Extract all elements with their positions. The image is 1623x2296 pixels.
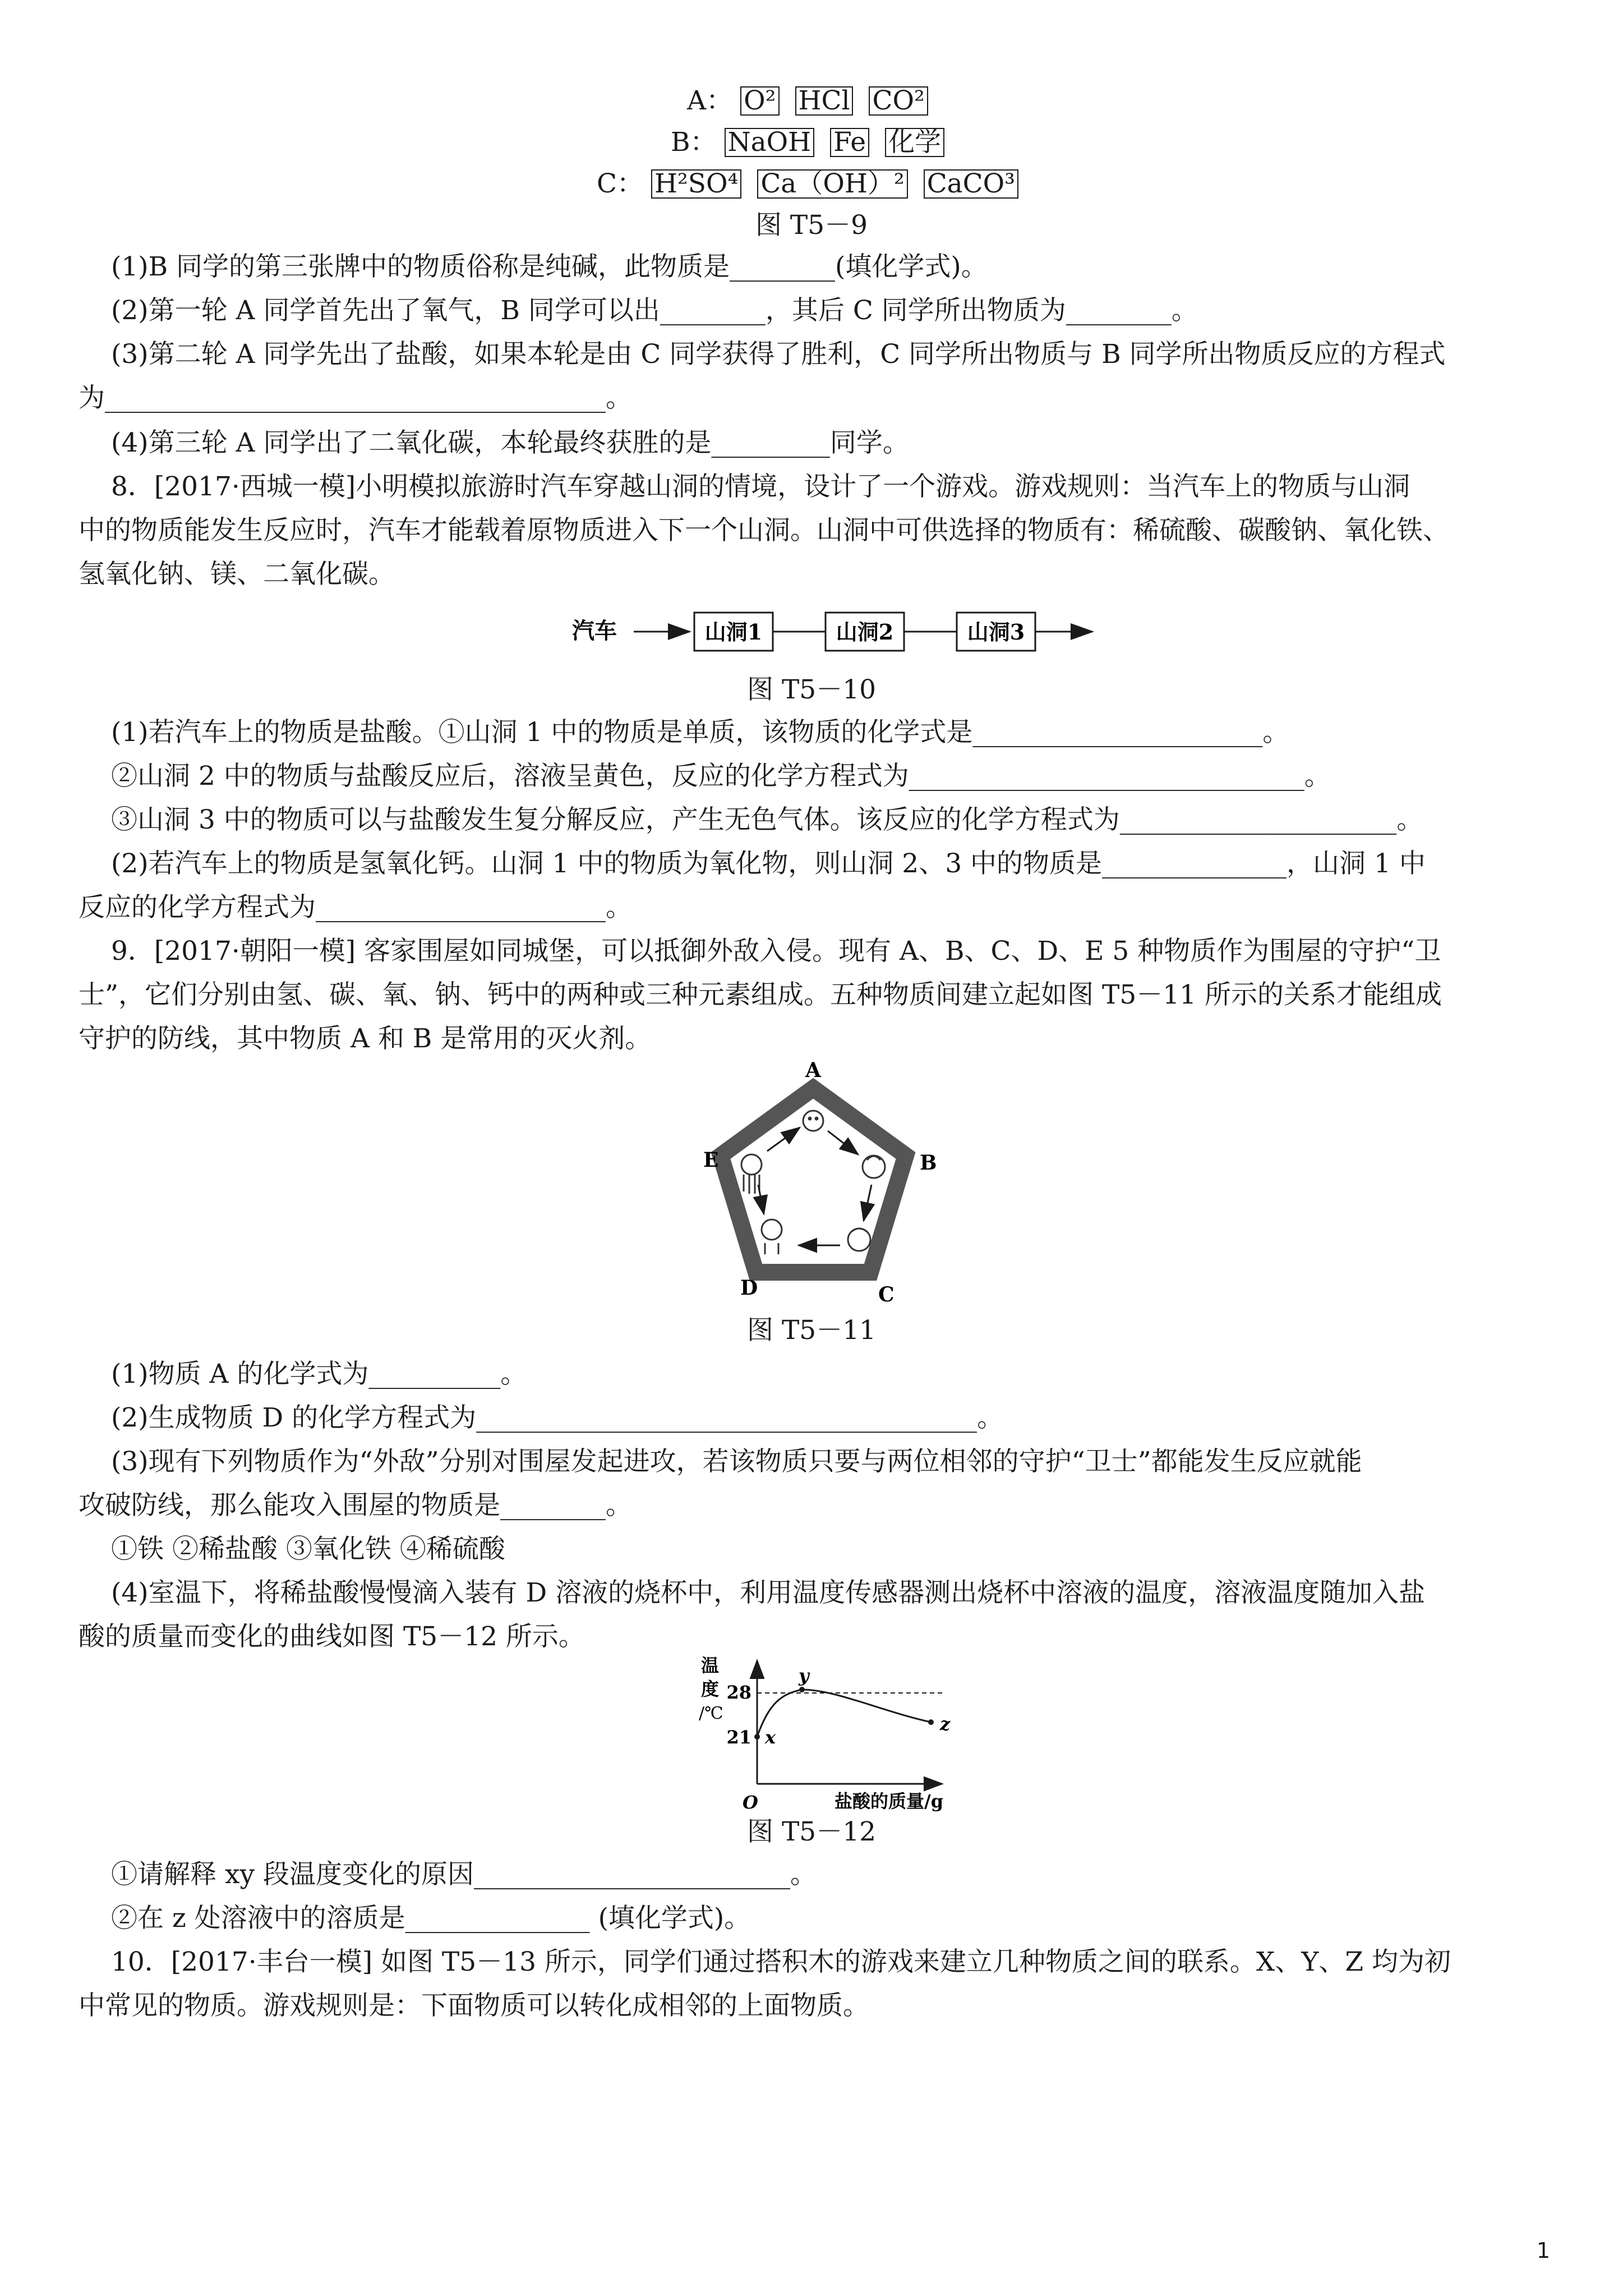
- question-text: (4)第三轮 A 同学出了二氧化碳，本轮最终获胜的是_________同学。: [111, 427, 909, 458]
- question-text: (2)生成物质 D 的化学方程式为______________________________________。: [111, 1402, 1004, 1433]
- cave-label: 山洞2: [836, 619, 894, 645]
- question-text: 反应的化学方程式为______________________。: [79, 892, 632, 923]
- question-text: ①请解释 xy 段温度变化的原因________________________。: [111, 1859, 817, 1890]
- vertex-label: D: [740, 1276, 758, 1300]
- cave-diagram: [572, 600, 1110, 662]
- vertex-label: E: [703, 1148, 719, 1172]
- question-text: ②在 z 处溶液中的溶质是______________ (填化学式)。: [111, 1903, 751, 1934]
- question-text: 氢氧化钠、镁、二氧化碳。: [79, 559, 395, 590]
- card: Ca（OH）²: [757, 169, 907, 199]
- card: O²: [740, 86, 779, 116]
- question-text: 攻破防线，那么能攻入围屋的物质是________。: [79, 1490, 632, 1521]
- page-number: 1: [1536, 2238, 1550, 2263]
- question-text: 8．[2017·西城一模]小明模拟旅游时汽车穿越山洞的情境，设计了一个游戏。游戏规则：当汽车上的物质与山洞: [111, 471, 1410, 502]
- cave-label: 山洞3: [967, 619, 1025, 645]
- vertex-label: C: [878, 1283, 895, 1306]
- card: H²SO⁴: [651, 169, 741, 199]
- card: 化学: [885, 128, 944, 157]
- card-row-a: [0, 84, 1623, 118]
- card: HCl: [795, 86, 854, 116]
- cave-label: 山洞1: [704, 619, 763, 645]
- car-label: 汽车: [572, 618, 617, 644]
- question-text: 酸的质量而变化的曲线如图 T5－12 所示。: [79, 1621, 585, 1652]
- question-text: 为______________________________________。: [79, 383, 632, 413]
- y-axis-unit: /℃: [699, 1704, 723, 1723]
- question-text: 守护的防线，其中物质 A 和 B 是常用的灭火剂。: [79, 1023, 652, 1054]
- vertex-label: A: [805, 1059, 821, 1082]
- vertex-label: B: [920, 1151, 937, 1175]
- question-text: (1)B 同学的第三张牌中的物质俗称是纯碱，此物质是________(填化学式)。: [111, 251, 988, 282]
- origin-label: O: [743, 1792, 758, 1813]
- answer-options: ①铁 ②稀盐酸 ③氧化铁 ④稀硫酸: [111, 1534, 505, 1565]
- question-text: (4)室温下，将稀盐酸慢慢滴入装有 D 溶液的烧杯中，利用温度传感器测出烧杯中溶液的温度，溶液温度随加入盐: [111, 1577, 1426, 1608]
- y-axis-label: 温: [701, 1655, 720, 1676]
- question-text: 中的物质能发生反应时，汽车才能载着原物质进入下一个山洞。山洞中可供选择的物质有：稀硫酸、碳酸钠、氧化铁、: [79, 515, 1449, 546]
- question-text: (1)若汽车上的物质是盐酸。①山洞 1 中的物质是单质，该物质的化学式是______________________。: [111, 717, 1289, 748]
- temperature-graph: [695, 1649, 1009, 1812]
- pentagon-diagram: [695, 1055, 937, 1313]
- x-axis-label: 盐酸的质量/g: [834, 1791, 944, 1812]
- question-text: 士”，它们分别由氢、碳、氧、钠、钙中的两种或三种元素组成。五种物质间建立起如图 T5－11 所示的关系才能组成: [79, 979, 1442, 1010]
- card-row-c: [0, 167, 1623, 201]
- point-label: x: [765, 1727, 776, 1748]
- card-row-b-label: B：: [670, 127, 717, 158]
- point-label: z: [940, 1713, 951, 1734]
- question-text: (2)若汽车上的物质是氢氧化钙。山洞 1 中的物质为氧化物，则山洞 2、3 中的物质是______________，山洞 1 中: [111, 848, 1426, 879]
- card-row-c-label: C：: [596, 168, 643, 199]
- card: NaOH: [725, 128, 815, 157]
- card: Fe: [830, 128, 869, 157]
- tick-label: 28: [726, 1682, 751, 1703]
- question-text: ②山洞 2 中的物质与盐酸反应后，溶液呈黄色，反应的化学方程式为______________________________。: [111, 761, 1331, 792]
- figure-caption: 图 T5－10: [747, 674, 876, 705]
- question-text: 中常见的物质。游戏规则是：下面物质可以转化成相邻的上面物质。: [79, 1990, 869, 2021]
- card: CO²: [869, 86, 928, 116]
- figure-caption: 图 T5－9: [755, 210, 868, 241]
- figure-caption: 图 T5－11: [747, 1315, 876, 1346]
- tick-label: 21: [726, 1727, 751, 1748]
- point-label: y: [799, 1665, 809, 1686]
- card-row-b: [0, 126, 1623, 159]
- card-row-a-label: A：: [687, 85, 733, 116]
- question-text: (2)第一轮 A 同学首先出了氧气，B 同学可以出________，其后 C 同学所出物质为________。: [111, 295, 1198, 326]
- question-text: 9．[2017·朝阳一模] 客家围屋如同城堡，可以抵御外敌入侵。现有 A、B、C、D、E 5 种物质作为围屋的守护“卫: [111, 936, 1441, 967]
- question-text: 10．[2017·丰台一模] 如图 T5－13 所示，同学们通过搭积木的游戏来建立几种物质之间的联系。X、Y、Z 均为初: [111, 1947, 1451, 1977]
- question-text: (1)物质 A 的化学式为__________。: [111, 1359, 527, 1389]
- y-axis-label: 度: [701, 1678, 720, 1700]
- question-text: ③山洞 3 中的物质可以与盐酸发生复分解反应，产生无色气体。该反应的化学方程式为_____________________。: [111, 804, 1423, 835]
- figure-caption: 图 T5－12: [747, 1816, 876, 1847]
- question-text: (3)现有下列物质作为“外敌”分别对围屋发起进攻，若该物质只要与两位相邻的守护“卫士”都能发生反应就能: [111, 1446, 1362, 1477]
- temperature-curve: [757, 1690, 931, 1737]
- card: CaCO³: [924, 169, 1018, 199]
- question-text: (3)第二轮 A 同学先出了盐酸，如果本轮是由 C 同学获得了胜利，C 同学所出物质与 B 同学所出物质反应的方程式: [111, 339, 1446, 370]
